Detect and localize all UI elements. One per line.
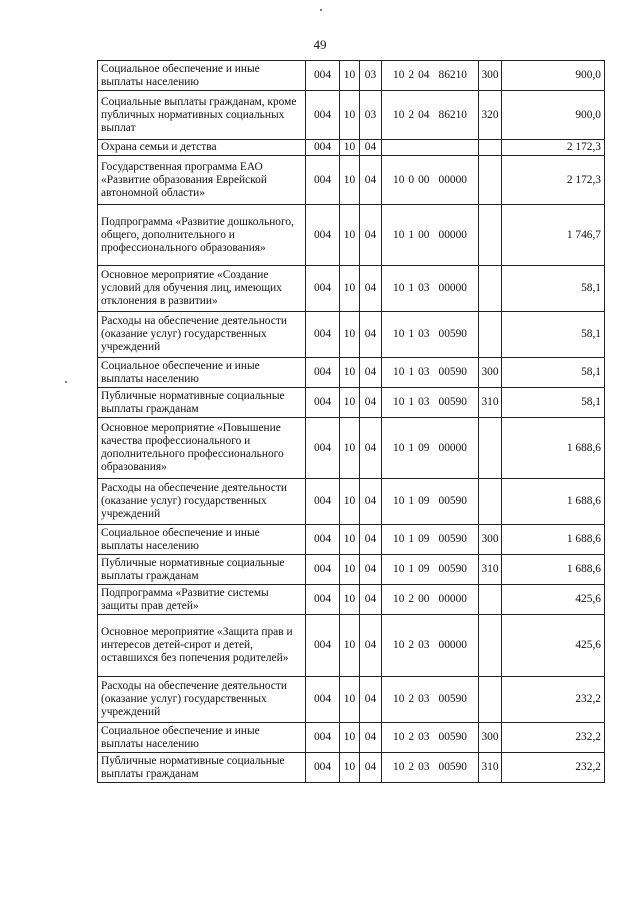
event-code: 03 (418, 396, 430, 408)
direction-code: 00590 (438, 495, 467, 507)
page-number: 49 (313, 37, 327, 52)
expense-type-cell (479, 677, 502, 723)
event-code: 04 (418, 108, 430, 121)
ministry-code-cell: 004 (306, 418, 340, 479)
ministry-code-cell: 004 (306, 91, 340, 140)
table-row (98, 615, 605, 677)
program-code: 10 (393, 533, 405, 545)
subsection-code-cell: 04 (360, 525, 382, 555)
subsection-code-cell: 04 (360, 140, 382, 156)
item-name-cell: Публичные нормативные социальные выплаты гражданам (98, 555, 306, 585)
program-code: 10 (393, 69, 405, 81)
subprogram-code: 2 (408, 69, 415, 81)
subprogram-code: 2 (408, 639, 415, 651)
expense-type-cell: 310 (479, 555, 502, 585)
table-row (98, 266, 605, 312)
subsection-code-cell: 04 (360, 753, 382, 783)
subprogram-code: 0 (408, 173, 415, 186)
subprogram-code: 2 (408, 761, 415, 773)
direction-code: 00590 (438, 328, 467, 340)
amount-cell: 58,1 (502, 358, 605, 388)
subsection-code-cell: 04 (360, 723, 382, 753)
subprogram-code: 1 (408, 282, 415, 294)
event-code: 09 (418, 495, 430, 507)
table-row (98, 418, 605, 479)
table-row (98, 753, 605, 783)
ministry-code-cell: 004 (306, 525, 340, 555)
target-article-cell (382, 156, 479, 205)
subprogram-code: 1 (408, 533, 415, 545)
expense-type-cell (479, 205, 502, 266)
table-row (98, 525, 605, 555)
expense-type-cell (479, 418, 502, 479)
event-code: 09 (418, 563, 430, 575)
amount-cell: 425,6 (502, 615, 605, 677)
amount-cell: 58,1 (502, 312, 605, 358)
amount-cell: 1 746,7 (502, 205, 605, 266)
subsection-code-cell: 04 (360, 615, 382, 677)
scan-speck (65, 381, 67, 383)
event-code: 03 (418, 328, 430, 340)
target-article-cell (382, 91, 479, 140)
program-code: 10 (393, 593, 405, 605)
program-code: 10 (393, 761, 405, 773)
item-name-cell: Социальное обеспечение и иные выплаты населению (98, 358, 306, 388)
event-code: 03 (418, 693, 430, 705)
amount-cell: 1 688,6 (502, 418, 605, 479)
program-code: 10 (393, 108, 405, 121)
section-code-cell: 10 (340, 479, 360, 525)
event-code: 03 (418, 282, 430, 294)
ministry-code-cell: 004 (306, 358, 340, 388)
target-article-cell (382, 585, 479, 615)
target-article-cell (382, 312, 479, 358)
amount-cell: 232,2 (502, 723, 605, 753)
section-code-cell: 10 (340, 358, 360, 388)
direction-code: 00590 (438, 366, 467, 378)
direction-code: 00590 (438, 396, 467, 408)
subsection-code-cell: 04 (360, 205, 382, 266)
table-row (98, 91, 605, 140)
table-row (98, 312, 605, 358)
subsection-code-cell: 03 (360, 61, 382, 91)
subsection-code-cell: 04 (360, 156, 382, 205)
ministry-code-cell: 004 (306, 723, 340, 753)
subsection-code-cell: 04 (360, 585, 382, 615)
amount-cell: 1 688,6 (502, 555, 605, 585)
amount-cell: 900,0 (502, 91, 605, 140)
item-name-cell: Публичные нормативные социальные выплаты гражданам (98, 753, 306, 783)
direction-code: 00590 (438, 563, 467, 575)
target-article-cell (382, 479, 479, 525)
direction-code: 00000 (438, 639, 467, 651)
target-article-cell (382, 358, 479, 388)
subsection-code-cell: 03 (360, 91, 382, 140)
subprogram-code: 2 (408, 693, 415, 705)
subsection-code-cell: 04 (360, 388, 382, 418)
table-row (98, 205, 605, 266)
direction-code: 00590 (438, 761, 467, 773)
item-name-cell: Государственная программа ЕАО «Развитие образования Еврейской автономной области» (98, 156, 306, 205)
subsection-code-cell: 04 (360, 266, 382, 312)
budget-table-container (97, 60, 604, 783)
target-article-cell (382, 418, 479, 479)
expense-type-cell (479, 156, 502, 205)
section-code-cell: 10 (340, 205, 360, 266)
section-code-cell: 10 (340, 156, 360, 205)
amount-cell: 2 172,3 (502, 140, 605, 156)
ministry-code-cell: 004 (306, 205, 340, 266)
table-row (98, 61, 605, 91)
table-row (98, 358, 605, 388)
expense-type-cell: 300 (479, 61, 502, 91)
table-row (98, 723, 605, 753)
section-code-cell: 10 (340, 555, 360, 585)
subprogram-code: 2 (408, 108, 415, 121)
ministry-code-cell: 004 (306, 555, 340, 585)
ministry-code-cell: 004 (306, 615, 340, 677)
amount-cell: 58,1 (502, 266, 605, 312)
program-code: 10 (393, 731, 405, 743)
program-code: 10 (393, 563, 405, 575)
section-code-cell: 10 (340, 266, 360, 312)
amount-cell: 232,2 (502, 677, 605, 723)
expense-type-cell (479, 140, 502, 156)
amount-cell: 900,0 (502, 61, 605, 91)
subprogram-code: 1 (408, 441, 415, 454)
direction-code: 00000 (438, 282, 467, 294)
target-article-cell (382, 388, 479, 418)
section-code-cell: 10 (340, 753, 360, 783)
section-code-cell: 10 (340, 91, 360, 140)
subprogram-code: 1 (408, 328, 415, 340)
target-article-cell (382, 677, 479, 723)
item-name-cell: Основное мероприятие «Повышение качества профессионального и дополнительного профессионального образования» (98, 418, 306, 479)
item-name-cell: Социальные выплаты гражданам, кроме публичных нормативных социальных выплат (98, 91, 306, 140)
program-code: 10 (393, 495, 405, 507)
target-article-cell (382, 61, 479, 91)
subsection-code-cell: 04 (360, 418, 382, 479)
subprogram-code: 1 (408, 228, 415, 241)
ministry-code-cell: 004 (306, 753, 340, 783)
ministry-code-cell: 004 (306, 156, 340, 205)
event-code: 09 (418, 441, 430, 454)
program-code: 10 (393, 173, 405, 186)
expense-type-cell: 310 (479, 753, 502, 783)
table-row (98, 585, 605, 615)
direction-code: 00000 (438, 173, 467, 186)
direction-code: 00590 (438, 693, 467, 705)
section-code-cell: 10 (340, 723, 360, 753)
program-code: 10 (393, 396, 405, 408)
target-article-cell (382, 753, 479, 783)
event-code: 03 (418, 761, 430, 773)
amount-cell: 1 688,6 (502, 479, 605, 525)
item-name-cell: Подпрограмма «Развитие дошкольного, общего, дополнительного и профессионального образования» (98, 205, 306, 266)
table-row (98, 479, 605, 525)
direction-code: 86210 (438, 69, 467, 81)
item-name-cell: Основное мероприятие «Создание условий для обучения лиц, имеющих отклонения в развитии» (98, 266, 306, 312)
amount-cell: 2 172,3 (502, 156, 605, 205)
table-row (98, 156, 605, 205)
subsection-code-cell: 04 (360, 677, 382, 723)
target-article-cell (382, 525, 479, 555)
table-row (98, 555, 605, 585)
subsection-code-cell: 04 (360, 312, 382, 358)
ministry-code-cell: 004 (306, 266, 340, 312)
section-code-cell: 10 (340, 677, 360, 723)
event-code: 04 (418, 69, 430, 81)
table-row (98, 140, 605, 156)
program-code: 10 (393, 639, 405, 651)
direction-code: 00590 (438, 731, 467, 743)
expense-type-cell: 300 (479, 723, 502, 753)
item-name-cell: Публичные нормативные социальные выплаты гражданам (98, 388, 306, 418)
target-article-cell (382, 723, 479, 753)
section-code-cell: 10 (340, 418, 360, 479)
direction-code: 00000 (438, 593, 467, 605)
direction-code: 00000 (438, 441, 467, 454)
subprogram-code: 1 (408, 563, 415, 575)
direction-code: 00590 (438, 533, 467, 545)
item-name-cell: Охрана семьи и детства (98, 140, 306, 156)
ministry-code-cell: 004 (306, 312, 340, 358)
section-code-cell: 10 (340, 615, 360, 677)
target-article-cell (382, 140, 479, 156)
expense-type-cell (479, 479, 502, 525)
target-article-cell (382, 555, 479, 585)
amount-cell: 425,6 (502, 585, 605, 615)
item-name-cell: Подпрограмма «Развитие системы защиты прав детей» (98, 585, 306, 615)
program-code: 10 (393, 282, 405, 294)
expense-type-cell: 300 (479, 525, 502, 555)
expense-type-cell: 320 (479, 91, 502, 140)
section-code-cell: 10 (340, 388, 360, 418)
item-name-cell: Основное мероприятие «Защита прав и интересов детей-сирот и детей, оставшихся без попечения родителей» (98, 615, 306, 677)
amount-cell: 1 688,6 (502, 525, 605, 555)
ministry-code-cell: 004 (306, 677, 340, 723)
expense-type-cell (479, 312, 502, 358)
expense-type-cell: 310 (479, 388, 502, 418)
subprogram-code: 1 (408, 495, 415, 507)
expense-type-cell (479, 266, 502, 312)
subsection-code-cell: 04 (360, 479, 382, 525)
item-name-cell: Расходы на обеспечение деятельности (оказание услуг) государственных учреждений (98, 479, 306, 525)
budget-table-body (98, 61, 605, 783)
event-code: 00 (418, 228, 430, 241)
item-name-cell: Социальное обеспечение и иные выплаты населению (98, 525, 306, 555)
ministry-code-cell: 004 (306, 388, 340, 418)
ministry-code-cell: 004 (306, 140, 340, 156)
item-name-cell: Социальное обеспечение и иные выплаты населению (98, 61, 306, 91)
ministry-code-cell: 004 (306, 479, 340, 525)
section-code-cell: 10 (340, 61, 360, 91)
event-code: 09 (418, 533, 430, 545)
program-code: 10 (393, 693, 405, 705)
expense-type-cell: 300 (479, 358, 502, 388)
event-code: 00 (418, 593, 430, 605)
section-code-cell: 10 (340, 585, 360, 615)
budget-table (97, 60, 605, 783)
subsection-code-cell: 04 (360, 555, 382, 585)
ministry-code-cell: 004 (306, 585, 340, 615)
event-code: 03 (418, 731, 430, 743)
section-code-cell: 10 (340, 312, 360, 358)
program-code: 10 (393, 366, 405, 378)
expense-type-cell (479, 585, 502, 615)
amount-cell: 58,1 (502, 388, 605, 418)
target-article-cell (382, 266, 479, 312)
program-code: 10 (393, 328, 405, 340)
target-article-cell (382, 615, 479, 677)
table-row (98, 677, 605, 723)
subprogram-code: 2 (408, 731, 415, 743)
item-name-cell: Расходы на обеспечение деятельности (оказание услуг) государственных учреждений (98, 312, 306, 358)
expense-type-cell (479, 615, 502, 677)
target-article-cell (382, 205, 479, 266)
section-code-cell: 10 (340, 140, 360, 156)
scan-speck (320, 9, 322, 11)
table-row (98, 388, 605, 418)
subsection-code-cell: 04 (360, 358, 382, 388)
ministry-code-cell: 004 (306, 61, 340, 91)
subprogram-code: 1 (408, 396, 415, 408)
event-code: 00 (418, 173, 430, 186)
event-code: 03 (418, 639, 430, 651)
item-name-cell: Расходы на обеспечение деятельности (оказание услуг) государственных учреждений (98, 677, 306, 723)
direction-code: 00000 (438, 228, 467, 241)
program-code: 10 (393, 228, 405, 241)
item-name-cell: Социальное обеспечение и иные выплаты населению (98, 723, 306, 753)
subprogram-code: 2 (408, 593, 415, 605)
subprogram-code: 1 (408, 366, 415, 378)
direction-code: 86210 (438, 108, 467, 121)
section-code-cell: 10 (340, 525, 360, 555)
amount-cell: 232,2 (502, 753, 605, 783)
event-code: 03 (418, 366, 430, 378)
program-code: 10 (393, 441, 405, 454)
